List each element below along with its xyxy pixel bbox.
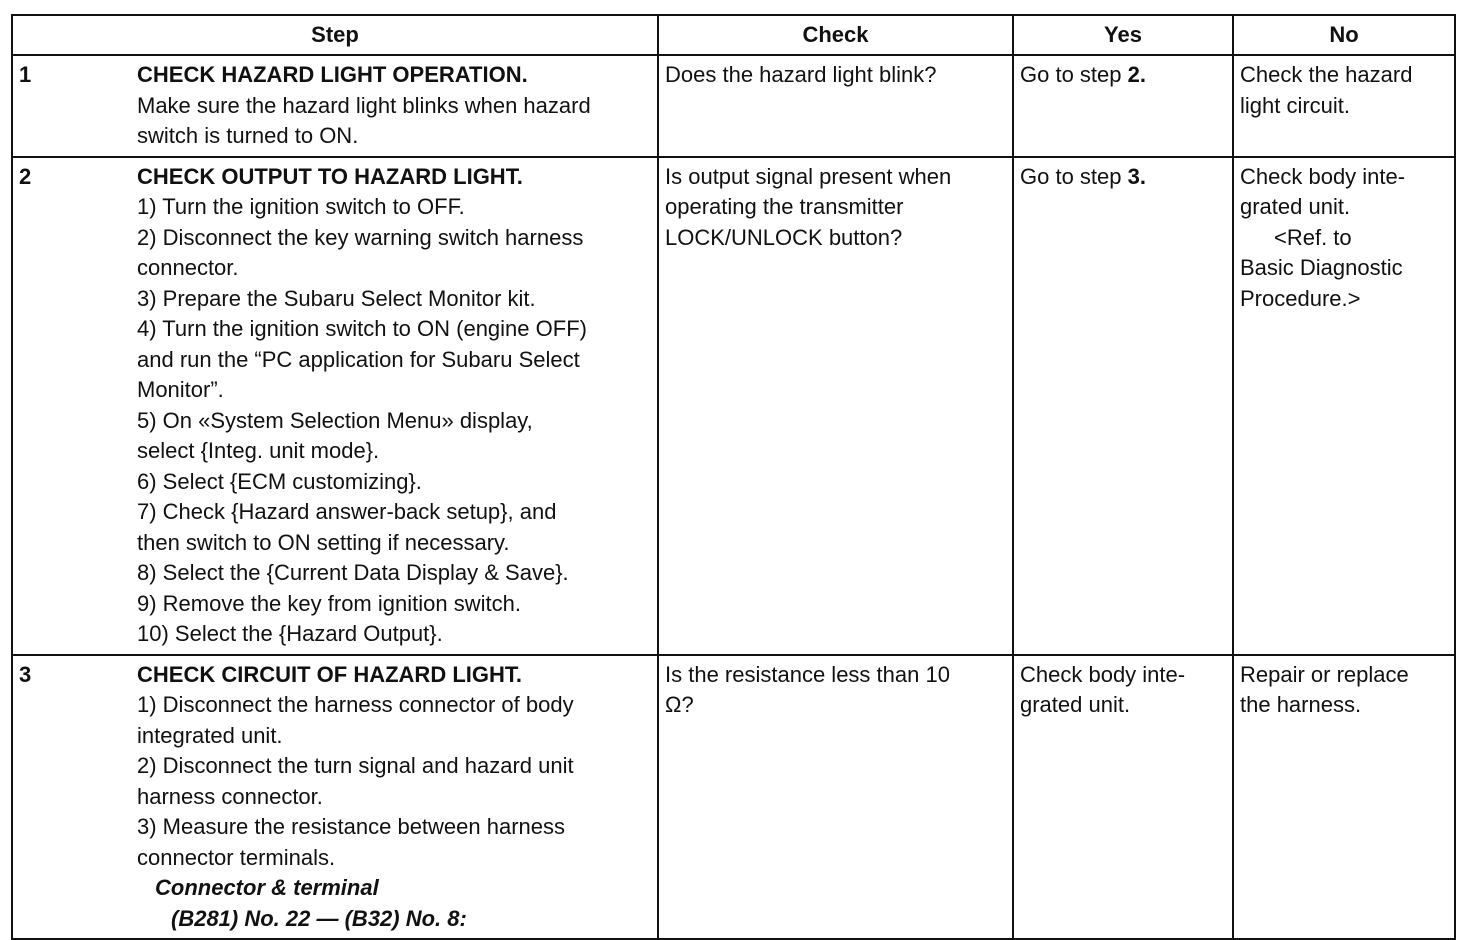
- check-line: operating the transmitter: [665, 194, 904, 219]
- no-ref-line: <Ref. to: [1274, 224, 1352, 250]
- step-line: and run the “PC application for Subaru Select: [137, 346, 580, 372]
- step-line: 4) Turn the ignition switch to ON (engine OFF): [137, 316, 587, 341]
- yes-text: Go to step: [1020, 163, 1128, 189]
- no-line: light circuit.: [1240, 92, 1351, 118]
- step-line: connector terminals.: [137, 844, 336, 870]
- step-line: connector.: [137, 255, 239, 280]
- step-line: integrated unit.: [137, 722, 283, 748]
- step-line: 9) Remove the key from ignition switch.: [137, 590, 521, 616]
- check-cell: [658, 655, 1013, 940]
- step-line: 2) Disconnect the turn signal and hazard unit: [137, 753, 574, 778]
- no-line: the harness.: [1240, 692, 1362, 717]
- step-cell: [12, 55, 658, 157]
- step-line: 2) Disconnect the key warning switch harness: [137, 224, 584, 250]
- check-line: Is the resistance less than 10: [665, 661, 950, 687]
- no-line: grated unit.: [1240, 194, 1351, 219]
- diagnostic-table: [11, 14, 1456, 940]
- no-cell: [1233, 157, 1455, 655]
- step-line: 10) Select the {Hazard Output}.: [137, 621, 443, 646]
- check-line: Does the hazard light blink?: [665, 62, 937, 87]
- step-line: 6) Select {ECM customizing}.: [137, 468, 422, 494]
- connector-label: Connector & terminal: [155, 875, 379, 900]
- step-title: CHECK HAZARD LIGHT OPERATION.: [137, 62, 528, 87]
- connector-terminal-spec: (B281) No. 22 — (B32) No. 8:: [171, 905, 467, 931]
- step-line: 3) Measure the resistance between harness: [137, 814, 566, 839]
- step-line: Make sure the hazard light blinks when hazard: [137, 92, 591, 118]
- step-cell: [12, 655, 658, 940]
- yes-line: grated unit.: [1020, 692, 1131, 717]
- yes-cell: [1013, 157, 1233, 655]
- check-cell: [658, 157, 1013, 655]
- step-title: CHECK CIRCUIT OF HAZARD LIGHT.: [137, 661, 522, 687]
- yes-step-ref: 3.: [1127, 163, 1146, 189]
- table-row: [12, 157, 1455, 655]
- check-line: LOCK/UNLOCK button?: [665, 224, 903, 250]
- step-line: 1) Disconnect the harness connector of body: [137, 692, 574, 717]
- check-line: Is output signal present when: [665, 163, 952, 189]
- yes-text: Go to step: [1020, 62, 1128, 87]
- step-line: 7) Check {Hazard answer-back setup}, and: [137, 499, 557, 524]
- no-line: Check the hazard: [1240, 62, 1413, 87]
- header-row: [12, 15, 1455, 55]
- yes-cell: [1013, 55, 1233, 157]
- yes-line: Check body inte-: [1020, 661, 1186, 687]
- table-row: [12, 655, 1455, 940]
- step-cell: [12, 157, 658, 655]
- step-line: 1) Turn the ignition switch to OFF.: [137, 194, 465, 219]
- check-cell: [658, 55, 1013, 157]
- header-yes: Yes: [1013, 15, 1233, 55]
- no-line: Repair or replace: [1240, 661, 1409, 687]
- yes-cell: [1013, 655, 1233, 940]
- step-line: then switch to ON setting if necessary.: [137, 529, 510, 555]
- yes-step-ref: 2.: [1127, 62, 1146, 87]
- step-number: 2: [19, 163, 32, 189]
- step-line: select {Integ. unit mode}.: [137, 438, 380, 463]
- header-no: No: [1233, 15, 1455, 55]
- check-line: Ω?: [665, 692, 694, 717]
- step-number: 3: [19, 661, 32, 687]
- step-line: switch is turned to ON.: [137, 123, 359, 148]
- step-line: 3) Prepare the Subaru Select Monitor kit.: [137, 285, 536, 311]
- no-cell: [1233, 55, 1455, 157]
- step-title: CHECK OUTPUT TO HAZARD LIGHT.: [137, 163, 523, 189]
- step-line: harness connector.: [137, 783, 323, 809]
- no-line: Procedure.>: [1240, 285, 1361, 311]
- no-cell: [1233, 655, 1455, 940]
- header-step: Step: [12, 15, 658, 55]
- no-line: Check body inte-: [1240, 163, 1406, 189]
- step-line: 8) Select the {Current Data Display & Save}.: [137, 560, 569, 585]
- step-line: Monitor”.: [137, 377, 224, 402]
- table-row: [12, 55, 1455, 157]
- header-check: Check: [658, 15, 1013, 55]
- no-line: Basic Diagnostic: [1240, 255, 1403, 280]
- step-line: 5) On «System Selection Menu» display,: [137, 407, 533, 433]
- step-number: 1: [19, 62, 32, 87]
